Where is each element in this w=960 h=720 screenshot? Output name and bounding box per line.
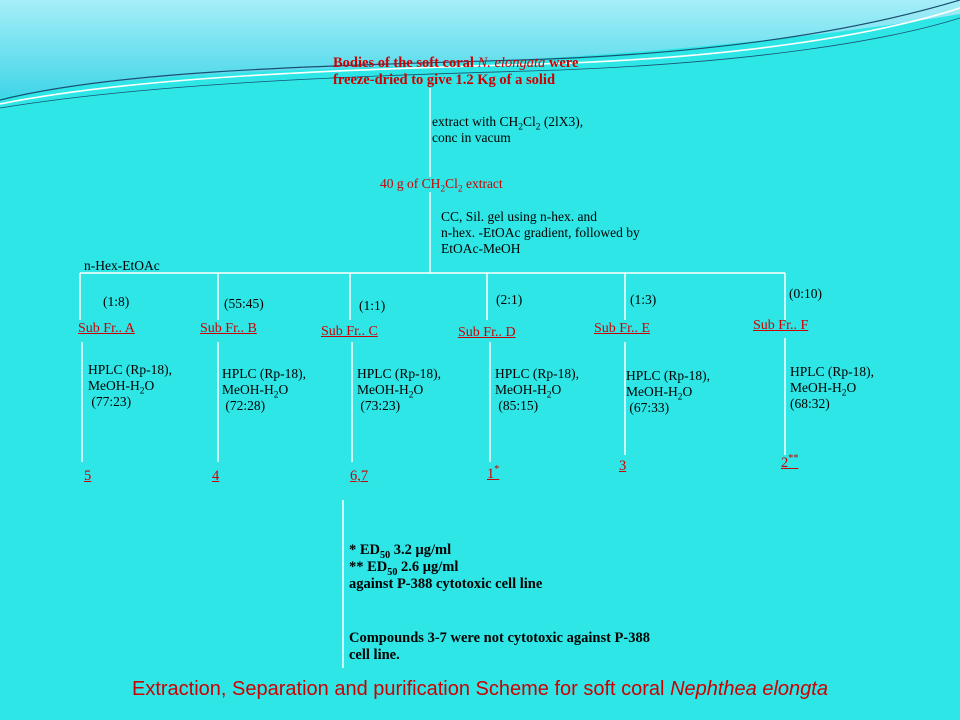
hplc-block-d: HPLC (Rp-18), MeOH-$H_2O$ (85:15) <box>495 366 579 413</box>
cc-line1: CC, Sil. gel using n-hex. and <box>441 209 597 224</box>
fraction-name-a: Sub Fr.. A <box>78 321 135 336</box>
compound-label-e: 3 <box>619 458 627 474</box>
fraction-name-f: Sub Fr.. F <box>753 318 809 333</box>
compound-label-f: 2** <box>781 453 799 471</box>
eluent-label: n-Hex-EtOAc <box>84 258 160 273</box>
start-material-text <box>333 55 578 89</box>
compound-label-c: 6,7 <box>350 468 369 484</box>
activity-notes: * $ED_{50}$ 3.2 μg/ml ** $ED_{50}$ 2.6 μg/ml against P-388 cytotoxic cell line <box>349 542 543 592</box>
compound-label-b: 4 <box>212 468 220 484</box>
hplc-block-e: HPLC (Rp-18), MeOH-$H_2O$ (67:33) <box>626 368 710 415</box>
start-line1-b: were <box>545 55 579 71</box>
fraction-name-d: Sub Fr.. D <box>458 325 516 340</box>
extraction-step-line2: conc in vacum <box>432 130 511 145</box>
hplc-block-a: HPLC (Rp-18), MeOH-$H_2O$ (77:23) <box>88 362 172 409</box>
fraction-name-c: Sub Fr.. C <box>321 324 378 339</box>
extraction-step-text: extract with $CH_2Cl_2$ (2lX3), conc in vacum <box>432 114 584 145</box>
start-line1-species: N. elongata <box>477 55 546 71</box>
start-line1-a: Bodies of the soft coral <box>333 55 478 71</box>
hplc-block-f: HPLC (Rp-18), MeOH-$H_2O$ (68:32) <box>790 364 874 411</box>
caption-text: Extraction, Separation and purification Scheme for soft coral <box>132 678 671 700</box>
fraction-ratio-a: (1:8) <box>103 294 130 309</box>
fraction-ratio-d: (2:1) <box>496 292 523 307</box>
caption-species: Nephthea elongta <box>670 678 828 700</box>
compound-label-a: 5 <box>84 468 92 484</box>
fraction-ratio-e: (1:3) <box>630 292 657 307</box>
hplc-block-b: HPLC (Rp-18), MeOH-$H_2O$ (72:28) <box>222 366 306 413</box>
fraction-name-e: Sub Fr.. E <box>594 321 651 336</box>
compound-label-d: 1* <box>487 464 500 482</box>
fraction-name-b: Sub Fr.. B <box>200 321 257 336</box>
start-line2: freeze-dried to give 1.2 Kg of a solid <box>333 72 556 88</box>
chromatography-step-text <box>441 209 640 257</box>
fraction-ratio-c: (1:1) <box>359 298 386 313</box>
cc-line2: n-hex. -EtOAc gradient, followed by <box>441 225 640 240</box>
slide-caption <box>0 677 960 701</box>
crude-extract-label: 40 g of $CH_2Cl_2$ extract <box>380 176 503 195</box>
fraction-ratio-b: (55:45) <box>224 296 264 311</box>
fraction-ratio-f: (0:10) <box>789 286 822 301</box>
note-cell-line: against P-388 cytotoxic cell line <box>349 576 543 592</box>
cc-line3: EtOAc-MeOH <box>441 241 521 256</box>
hplc-block-c: HPLC (Rp-18), MeOH-$H_2O$ (73:23) <box>357 366 441 413</box>
non-cytotoxic-note: Compounds 3-7 were not cytotoxic against P-388 cell line. <box>349 630 650 663</box>
